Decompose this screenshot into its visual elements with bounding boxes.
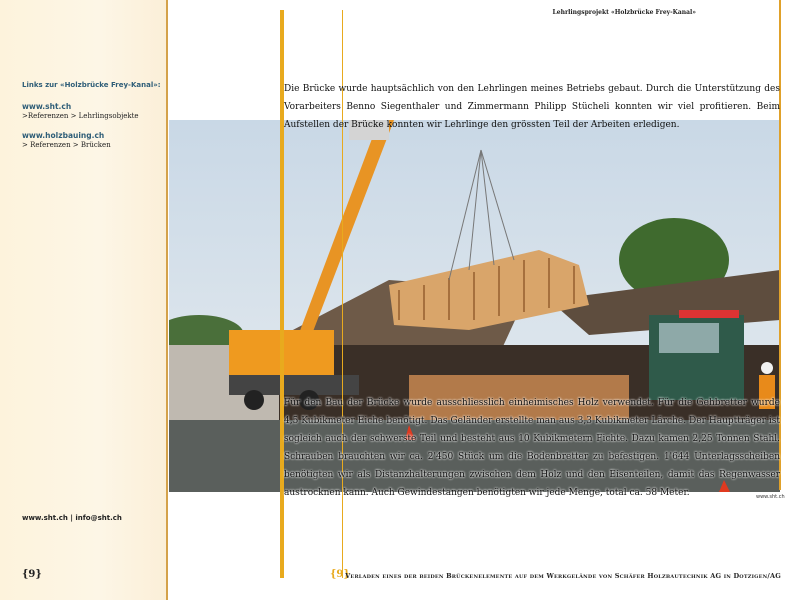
footer-contact[interactable]: www.sht.ch | info@sht.ch xyxy=(22,514,122,522)
running-head: Lehrlingsprojekt «Holzbrücke Frey-Kanal» xyxy=(552,9,696,16)
photo-credit: www.sht.ch xyxy=(756,494,785,500)
link-holzbauing[interactable]: www.holzbauing.ch xyxy=(22,131,105,140)
intro-paragraph: Die Brücke wurde hauptsächlich von den Lehrlingen meines Betriebs gebaut. Durch die Unterstützung des Vorarbeiters Benno Siegenthaler und Zimmermann Philipp Stücheli konnten wir viel profitieren. Beim Aufstellen der Brücke konnten wir Lehrlinge den grössten Teil der Arbeiten erledigen. xyxy=(284,84,780,130)
link-sht-path: >Referenzen > Lehrlingsobjekte xyxy=(22,112,139,120)
page-number-right: {9} xyxy=(330,569,350,580)
links-heading: Links zur «Holzbrücke Frey-Kanal»: xyxy=(22,81,161,89)
page-number-left: {9} xyxy=(22,569,42,580)
body-paragraph: Für den Bau der Brücke wurde ausschliesslich einheimisches Holz verwendet. Für die Gehbretter wurde 4,5 Kubikmeter Eiche benötigt. Das Geländer erstellte man aus 3,3 Kubikmeter Lärche. Der Hauptträger ist sogleich auch der schwerste Teil und besteht aus 10 Kubikmetern Fichte. Dazu kamen 2,25 Tonnen Stahl. Schrauben brauchten wir ca. 2'450 Stück um die Bodenbretter zu befestigen. 1'644 Unterlagsscheiben benötigten wir als Distanzhalterungen zwischen dem Holz und den Eisenteilen, damit das Regenwasser austrocknen kann. Auch Gewindestangen benötigten wir jede Menge, total ca. 58 Meter. xyxy=(284,398,780,498)
photo-caption: Verladen eines der beiden Brückenelemente auf dem Werkgelände von Schäfer Holzbautechnik AG in Dotzigen/AG xyxy=(345,572,781,580)
sidebar-panel xyxy=(0,0,168,600)
link-sht[interactable]: www.sht.ch xyxy=(22,102,72,111)
link-holzbauing-path: > Referenzen > Brücken xyxy=(22,141,111,149)
